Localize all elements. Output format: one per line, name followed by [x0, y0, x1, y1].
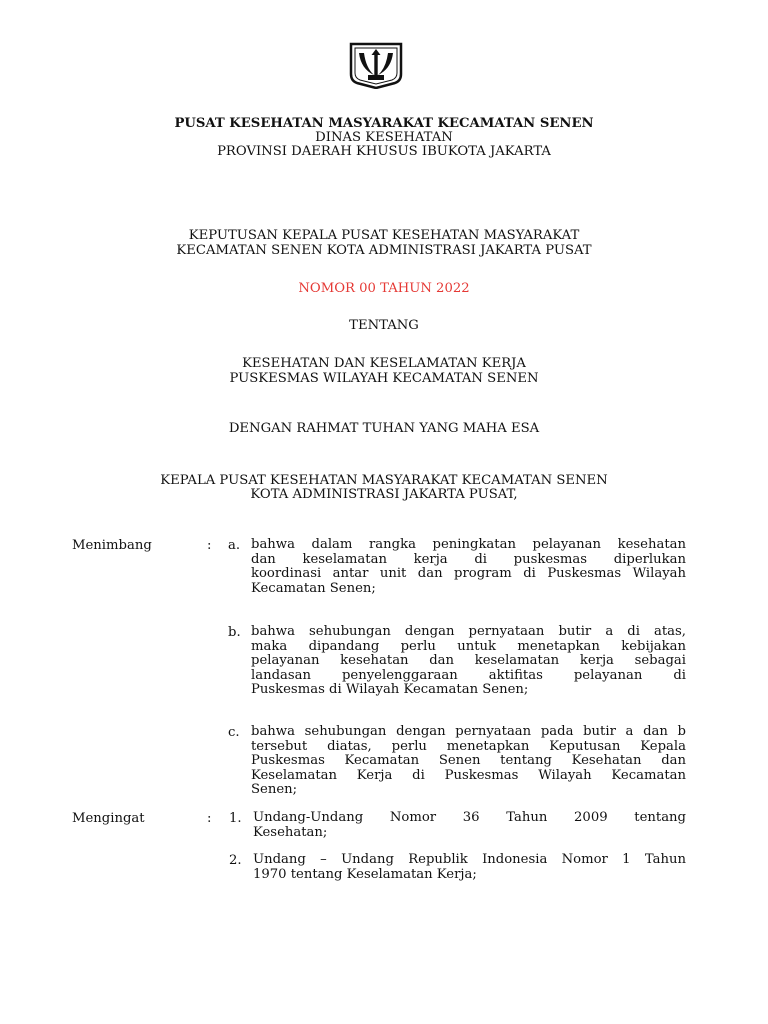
blessing-line: DENGAN RAHMAT TUHAN YANG MAHA ESA [228, 421, 540, 436]
head-line2: KOTA ADMINISTRASI JAKARTA PUSAT, [250, 487, 518, 502]
item-line: tersebut diatas, perlu menetapkan Keputusan Kepala [251, 738, 686, 754]
menimbang-label: Menimbang [72, 538, 152, 553]
item-line: bahwa sehubungan dengan pernyataan pada butir a dan b [251, 724, 686, 739]
about-label: TENTANG [349, 318, 419, 333]
decree-title-line1: KEPUTUSAN KEPALA PUSAT KESEHATAN MASYARAKAT [188, 228, 580, 243]
mengingat-marker-1: 1. [229, 811, 242, 826]
institution-name: PUSAT KESEHATAN MASYARAKAT KECAMATAN SENEN [174, 116, 594, 131]
menimbang-item-a [251, 538, 686, 596]
item-line: Keselamatan Kerja di Puskesmas Wilayah Kecamatan [251, 767, 686, 783]
mengingat-label: Mengingat [72, 811, 145, 826]
item-line: pelayanan kesehatan dan keselamatan kerja sebagai [251, 653, 686, 669]
item-line: Puskesmas Kecamatan Senen tentang Kesehatan dan [251, 753, 686, 769]
mengingat-item-1 [253, 811, 686, 840]
menimbang-marker-b: b. [228, 625, 241, 640]
item-line: Puskesmas di Wilayah Kecamatan Senen; [251, 682, 529, 698]
decree-title-line2: KECAMATAN SENEN KOTA ADMINISTRASI JAKARTA PUSAT [176, 243, 592, 258]
menimbang-colon: : [207, 538, 212, 553]
item-line: koordinasi antar unit dan program di Puskesmas Wilayah [251, 566, 686, 582]
item-line: Kecamatan Senen; [251, 580, 376, 596]
mengingat-colon: : [207, 811, 212, 826]
item-line: bahwa sehubungan dengan pernyataan butir a di atas, [251, 624, 686, 639]
decree-number: NOMOR 00 TAHUN 2022 [298, 281, 470, 296]
head-line1: KEPALA PUSAT KESEHATAN MASYARAKAT KECAMATAN SENEN [160, 473, 608, 488]
agency-name: DINAS KESEHATAN [315, 130, 453, 145]
item-line: bahwa dalam rangka peningkatan pelayanan kesehatan [251, 537, 686, 552]
menimbang-marker-c: c. [228, 725, 240, 740]
menimbang-item-b [251, 625, 686, 698]
menimbang-marker-a: a. [228, 538, 241, 553]
subject-line1: KESEHATAN DAN KESELAMATAN KERJA [242, 356, 526, 371]
menimbang-item-c [251, 725, 686, 798]
item-line: Senen; [251, 782, 298, 798]
item-line: Undang-Undang Nomor 36 Tahun 2009 tentang [253, 810, 686, 825]
mengingat-item-2 [253, 853, 686, 882]
item-line: Undang – Undang Republik Indonesia Nomor 1 Tahun [253, 852, 686, 867]
item-line: maka dipandang perlu untuk menetapkan kebijakan [251, 638, 686, 654]
item-line: 1970 tentang Keselamatan Kerja; [253, 866, 477, 882]
item-line: landasan penyelenggaraan aktifitas pelayanan di [251, 667, 686, 683]
item-line: dan keselamatan kerja di puskesmas diperlukan [251, 551, 686, 567]
subject-line2: PUSKESMAS WILAYAH KECAMATAN SENEN [229, 371, 539, 386]
mengingat-marker-2: 2. [229, 853, 242, 868]
jakarta-emblem-icon [347, 41, 405, 89]
item-line: Kesehatan; [253, 824, 328, 840]
province-name: PROVINSI DAERAH KHUSUS IBUKOTA JAKARTA [217, 144, 551, 159]
